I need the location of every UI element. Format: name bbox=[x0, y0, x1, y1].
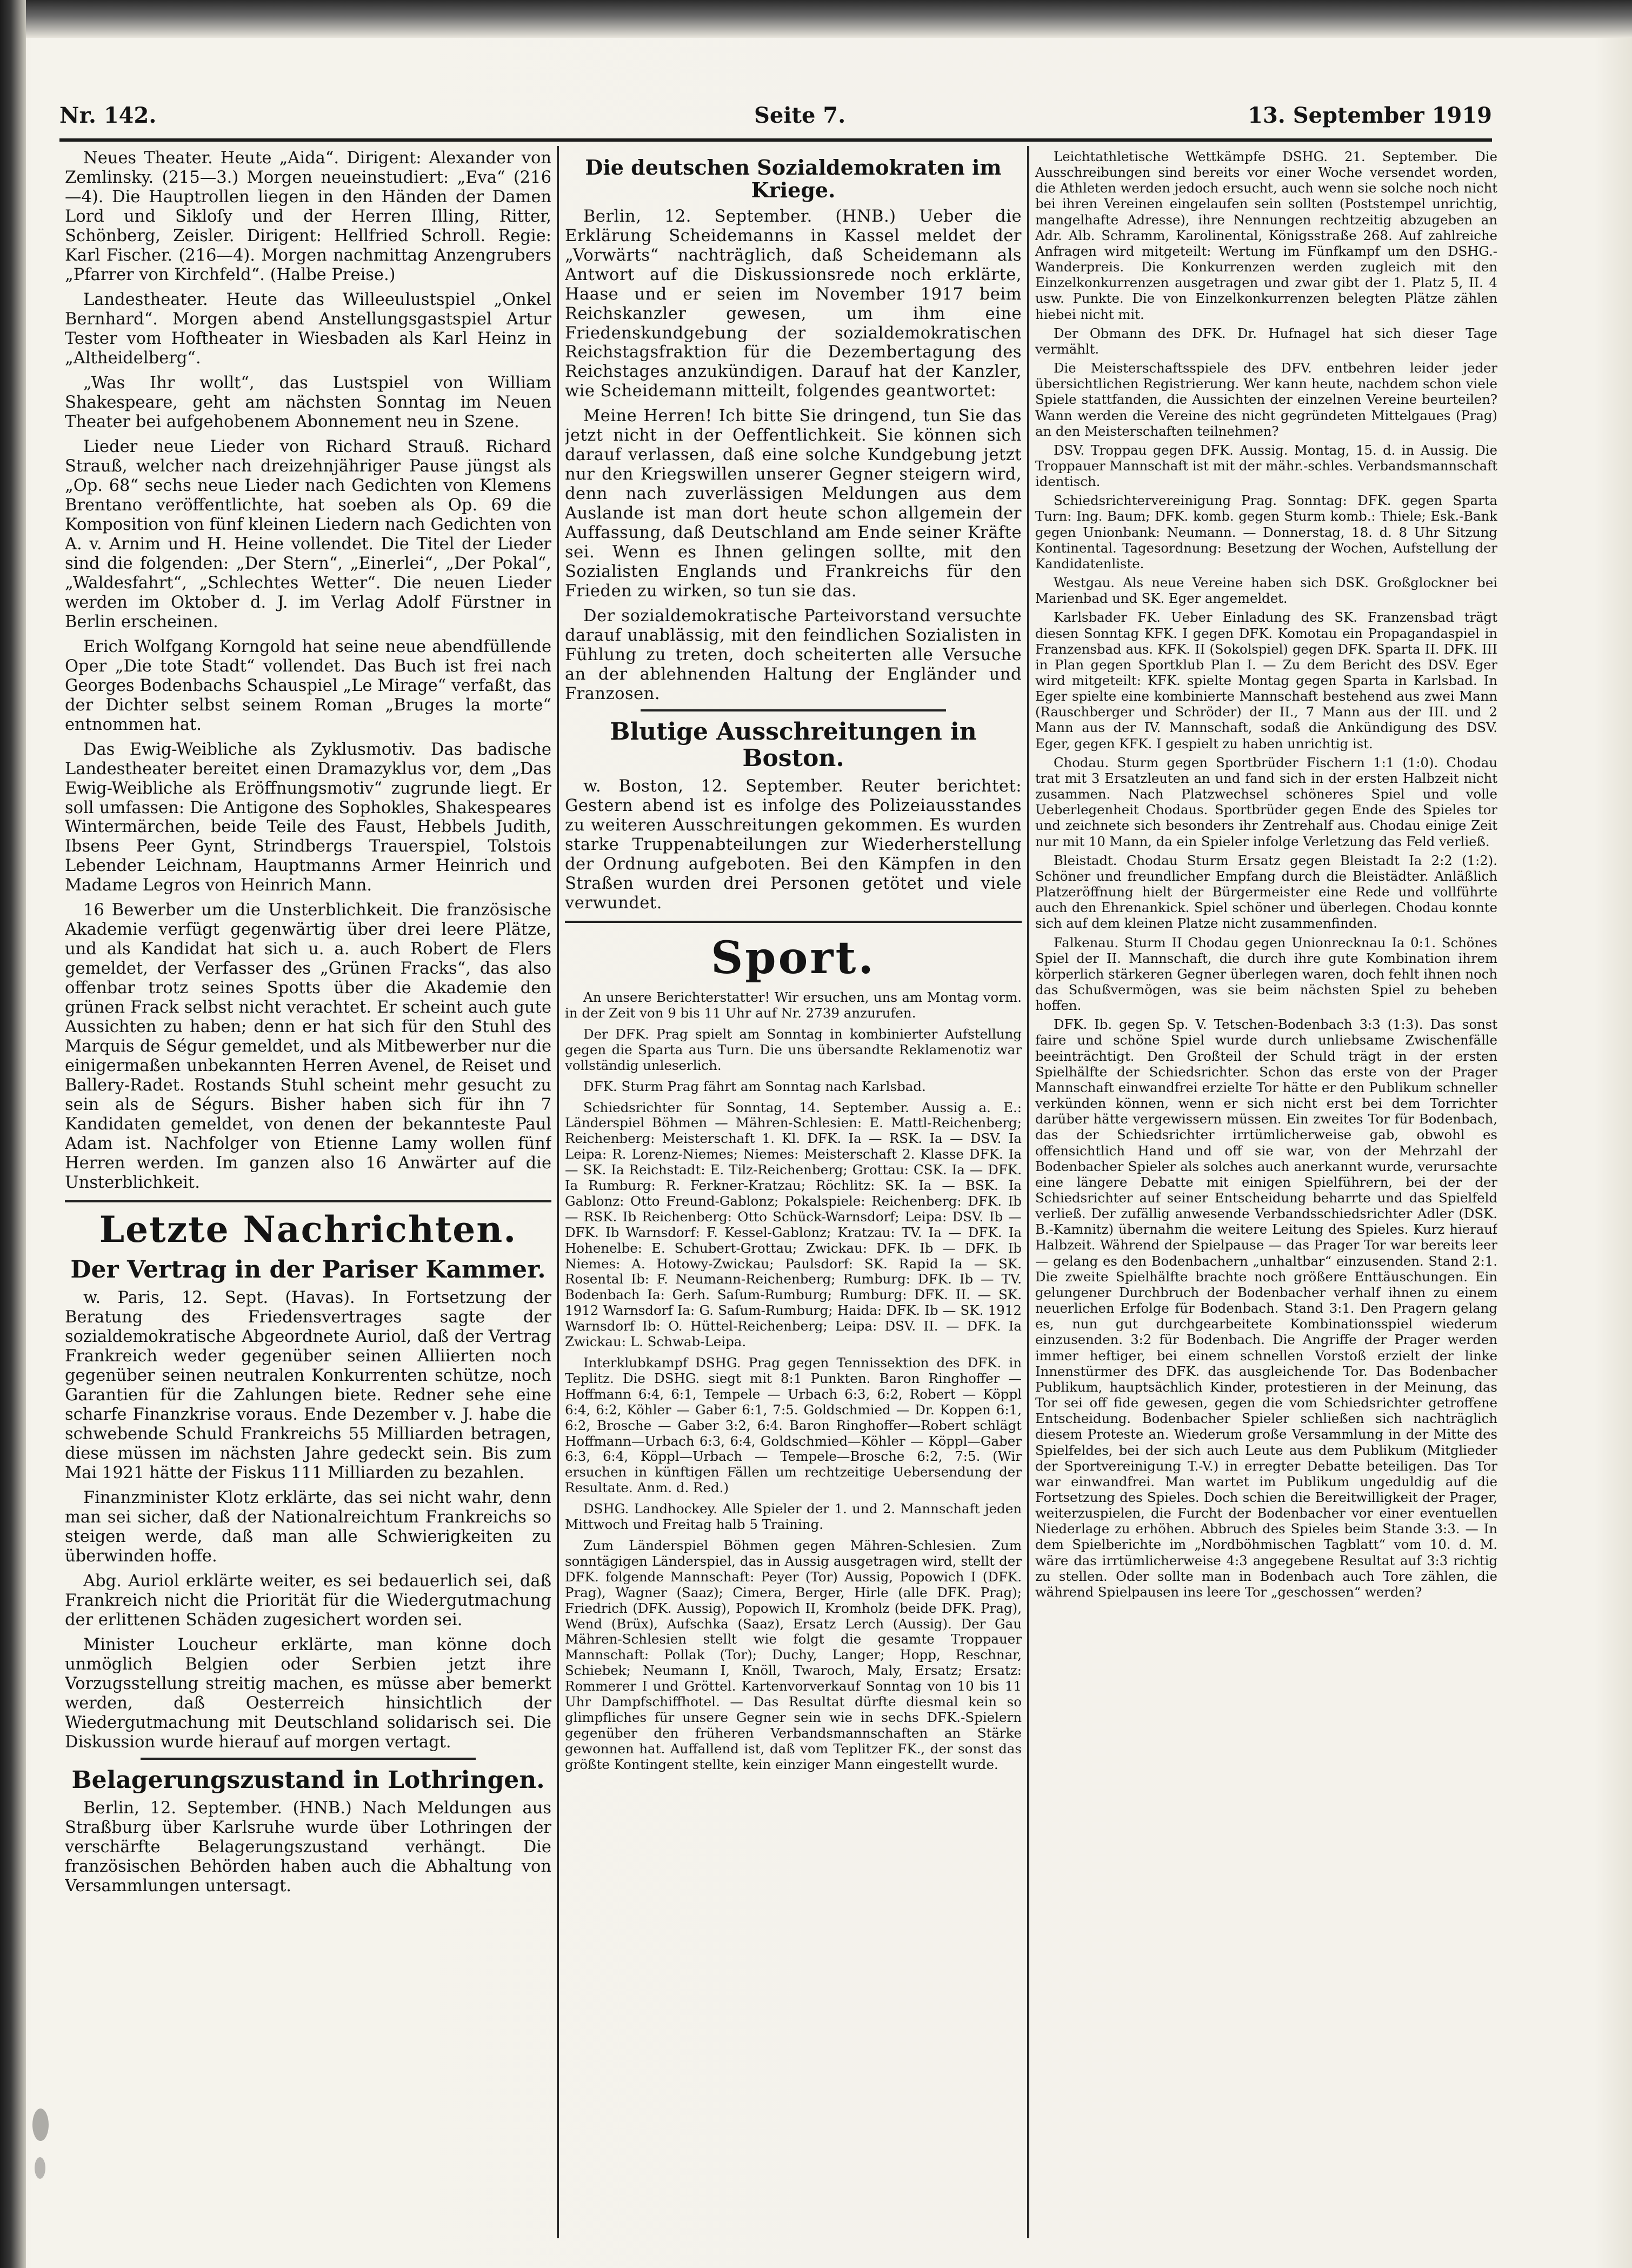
article-divider bbox=[141, 1758, 476, 1760]
article-lothringen: Berlin, 12. September. (HNB.) Nach Meldungen aus Straßburg über Karlsruhe wurde über Lothringen der verschärfte Belagerungszustand verhängt. Die französischen Behörden haben auch die Abhaltung von Versammlungen untersagt. bbox=[65, 1799, 551, 1896]
column-right bbox=[1035, 149, 1497, 2236]
article-strauss-lieder: Lieder neue Lieder von Richard Strauß. Richard Strauß, welcher nach dreizehnjähriger Pause jüngst als „Op. 68“ sechs neue Lieder nach Gedichten von Klemens Brentano veröffentlichte, hat soeben als Op. 69 die Komposition von fünf kleinen Liedern nach Gedichten von A. v. Arnim und H. Heine vollendet. Die Titel der Lieder sind die folgenden: „Der Stern“, „Einerlei“, „Der Pokal“, „Waldesfahrt“, „Schlechtes Wetter“. Die neuen Lieder werden im Oktober d. J. im Verlag Adolf Fürstner in Berlin erscheinen. bbox=[65, 437, 551, 631]
notice-westgau: Westgau. Als neue Vereine haben sich DSK. Großglockner bei Marienbad und SK. Eger angemeldet. bbox=[1035, 575, 1497, 607]
article-loucheur: Minister Loucheur erklärte, man könne doch unmöglich Belgien oder Serbien jetzt ihre Vorzugsstellung streitig machen, es müsse aber bemerkt werden, daß Oesterreich hinsichtlich der Wiedergutmachung mit Deutschland solidarisch sei. Die Diskussion wurde hierauf auf morgen vertagt. bbox=[65, 1635, 551, 1752]
scan-mark bbox=[35, 2157, 45, 2179]
issue-date: 13. September 1919 bbox=[1248, 103, 1492, 128]
column-middle bbox=[565, 149, 1022, 2236]
headline-sport: Sport. bbox=[711, 932, 876, 984]
report-dfk-bodenbach: DFK. Ib. gegen Sp. V. Tetschen-Bodenbach 3:3 (1:3). Das sonst faire und schöne Spiel wurde durch unliebsame Zwischenfälle beeinträchtigt. Den Großteil der Schuld trägt in der ersten Spielhälfte der Schiedsrichter. Schon das erste von der Prager Mannschaft einwandfrei erzielte Tor hätte er den Publikum schneller verkünden können, wenn er sich nicht erst bei dem Torrichter darüber hätte vergewissern müssen. Ein zweites Tor für Bodenbach, das der Schiedsrichter irrtümlicherweise gab, obwohl es offensichtlich Hand und off sie war, von der Mehrzahl der Bodenbacher Spieler als solches auch anerkannt wurde, verursachte eine längere Debatte mit einigen Spielführern, bei der der Schiedsrichter auf seiner Entscheidung beharrte und das Spielfeld verließ. Der zufällig anwesende Verbandsschiedsrichter Adler (DSK. B.-Kamnitz) übernahm die weitere Leitung des Spieles. Kurz hierauf Halbzeit. Während der Spielpause — das Prager Tor war bereits leer — gelang es den Bodenbachern „unhaltbar“ einzusenden. Stand 2:1. Die zweite Spielhälfte brachte noch größere Enttäuschungen. Ein gelungener Durchbruch der Bodenbacher verhalf ihnen zu einem neuerlichen Erfolge für Bodenbach. Stand 3:1. Den Pragern gelang es, nun gut durchgearbeitete Kombinationsspiel wiederum einzusenden. 3:2 für Bodenbach. Die Angriffe der Prager werden immer heftiger, bei einem schnellen Vorstoß erzielt der linke Innenstürmer des DFK. das ausgleichende Tor. Das Bodenbacher Publikum, hauptsächlich Kinder, protestieren in der Meinung, das Tor sei off fide gewesen, gegen die vom Schiedsrichter getroffene Entscheidung. Bodenbacher Spieler schließen sich nachträglich diesem Proteste an. Wiederum große Versammlung in der Mitte des Spielfeldes, bei der sich auch Leute aus dem Publikum (Mitglieder der Sportvereinigung T.-V.) in erregter Debatte beteiligen. Das Tor war einwandfrei. Man wartet im Publikum ungeduldig auf die Fortsetzung des Spieles. Doch schien die Bereitwilligkeit der Prager, weiterzuspielen, die Furcht der Bodenbacher vor einer eventuellen Niederlage zu erhöhen. Abbruch des Spieles beim Stande 3:3. — In dem Spielberichte im „Nordböhmischen Tagblatt“ vom 10. d. M. wäre das irrtümlicherweise 4:3 angegebene Resultat auf 3:3 richtig zu stellen. Oder sollte man in Bodenbach auch Tore zählen, die während Spielpausen ins leere Tor „geschossen“ werden? bbox=[1035, 1016, 1497, 1600]
article-neues-theater: Neues Theater. Heute „Aida“. Dirigent: Alexander von Zemlinsky. (215—3.) Morgen neueinstudiert: „Eva“ (216—4). Die Hauptrollen liegen in den Händen der Damen Lord und Sikloſy und der Herren Illing, Ritter, Schönberg, Zeisler. Dirigent: Hellfried Schroll. Regie: Karl Fischer. (216—4). Morgen nachmittag Anzengrubers „Pfarrer von Kirchfeld“. (Halbe Preise.) bbox=[65, 149, 551, 284]
article-korngold: Erich Wolfgang Korngold hat seine neue abendfüllende Oper „Die tote Stadt“ vollendet. Das Buch ist frei nach Georges Bodenbachs Schauspiel „Le Mirage“ verfaßt, das der Dichter selbst seinem Roman „Bruges la morte“ entnommen hat. bbox=[65, 637, 551, 734]
article-leichtathletik: Leichtathletische Wettkämpfe DSHG. 21. September. Die Ausschreibungen sind bereits vor einer Woche versendet worden, die Athleten werden jedoch ersucht, auch wenn sie solche noch nicht bei ihren Vereinen eingelaufen sein sollten (Poststempel unrichtig, mangelhafte Adresse), ihre Nennungen rechtzeitig abzugeben an Adr. Alb. Schramm, Karolinental, Königsstraße 268. Auf zahlreiche Anfragen wird mitgeteilt: Wertung im Fünfkampf um den DSHG.-Wanderpreis. Die Konkurrenzen werden zugleich mit den Einzelkonkurrenzen ausgetragen und zwar gibt der 1. Platz 5, II. 4 usw. Punkte. Die von Einzelkonkurrenzen belegten Plätze zählen hiebei nicht mit. bbox=[1035, 149, 1497, 322]
article-laenderspiel: Zum Länderspiel Böhmen gegen Mähren-Schlesien. Zum sonntägigen Länderspiel, das in Aussig ausgetragen wird, stellt der DFK. folgende Mannschaft: Peyer (Tor) Aussig, Popowich I (DFK. Prag), Wagner (Saaz); Cimera, Berger, Hirle (alle DFK. Prag); Friedrich (DFK. Aussig), Popowich II, Kromholz (beide DFK. Prag), Wend (Brüx), Aufschka (Saaz), Ersatz Lerch (Aussig). Der Gau Mähren-Schlesien stellt wie folgt die gesamte Troppauer Mannschaft: Pollak (Tor); Duchy, Langer; Hopp, Reschnar, Schiebek; Neumann I, Knöll, Twaroch, Maly, Ersatz; Ersatz: Rommerer I und Gröttel. Kartenvorverkauf Sonntag von 10 bis 11 Uhr Dampfschiffhotel. — Das Resultat dürfte diesmal kein so glimpfliches für unsere Gegner sein wie in sechs DFK.-Spielern gegenüber den früheren Verbandsmannschaften an Stärke gewonnen hat. Auffallend ist, daß vom Teplitzer FK., der sonst das größte Kontingent stellte, kein einziger Mann eingestellt wurde. bbox=[565, 1537, 1022, 1772]
headline-belagerungszustand: Belagerungszustand in Lothringen. bbox=[71, 1766, 545, 1794]
report-bleistadt: Bleistadt. Chodau Sturm Ersatz gegen Bleistadt Ia 2:2 (1:2). Schöner und freundlicher Empfang durch die Bleistädter. Anläßlich Platzeröffnung hielt der Bürgermeister eine Rede und vollführte auch den Ehrenankick. Spiel schöner und überlegen. Chodau konnte sich auf dem kleinen Platze nicht zusammenfinden. bbox=[1035, 852, 1497, 932]
scan-top-edge bbox=[0, 0, 1632, 38]
notice-schiedsrichtervereinigung: Schiedsrichtervereinigung Prag. Sonntag: DFK. gegen Sparta Turn: Ing. Baum; DFK. komb. gegen Sturm komb.: Thiele; Esk.-Bank gegen Unionbank: Neumann. — Donnerstag, 18. d. 8 Uhr Sitzung Kontinental. Tagesordnung: Besetzung der Wochen, Aufstellung der Kandidatenliste. bbox=[1035, 493, 1497, 571]
notice-berichterstatter: An unsere Berichterstatter! Wir ersuchen, uns am Montag vorm. in der Zeit von 9 bis 11 Uhr auf Nr. 2739 anzurufen. bbox=[565, 989, 1022, 1021]
section-divider bbox=[65, 1200, 551, 1202]
headline-letzte-nachrichten: Letzte Nachrichten. bbox=[99, 1208, 517, 1251]
notice-troppau-aussig: DSV. Troppau gegen DFK. Aussig. Montag, 15. d. in Aussig. Die Troppauer Mannschaft ist mit der mähr.-schles. Verbandsmannschaft identisch. bbox=[1035, 442, 1497, 490]
article-parteivorstand: Der sozialdemokratische Parteivorstand versuchte darauf unablässig, mit den feindlichen Sozialisten in Fühlung zu treten, doch scheiterten alle Versuche an der ablehnenden Haltung der Engländer und Franzosen. bbox=[565, 607, 1022, 704]
page-number: Seite 7. bbox=[754, 103, 846, 128]
article-kanzler-zitat: Meine Herren! Ich bitte Sie dringend, tun Sie das jetzt nicht in der Oeffentlichkeit. Sie können sich darauf verlassen, daß eine solche Kundgebung jetzt nur den Kriegswillen unserer Gegner steigern wird, denn nach zuverlässigen Meldungen aus dem Auslande ist man dort heute schon allgemein der Auffassung, daß Deutschland am Ende seiner Kräfte sei. Wenn es Ihnen gelingen sollte, mit den Sozialisten Englands und Frankreichs für den Frieden zu wirken, so tun sie das. bbox=[565, 407, 1022, 601]
headline-sozialdemokraten: Die deutschen Sozialdemokraten im Kriege. bbox=[585, 155, 1002, 202]
article-unsterblichkeit: 16 Bewerber um die Unsterblichkeit. Die französische Akademie verfügt gegenwärtig über drei leere Plätze, und als Kandidat hat sich u. a. auch Robert de Flers gemeldet, der Verfasser des „Grünen Fracks“, das also offenbar trotz seines Spotts über die Akademie den grünen Frack selbst nicht verachtet. Er scheint auch gute Aussichten zu haben; denn er hat sich für den Stuhl des Marquis de Ségur gemeldet, und als Mitbewerber nur die einigermaßen unbekannten Herren Avenel, de Reiset und Ballery-Radet. Rostands Stuhl scheint mehr gesucht zu sein als de Ségurs. Bisher haben sich für ihn 7 Kandidaten gemeldet, von denen der bekannteste Paul Adam ist. Nachfolger von Etienne Lamy wollen fünf Herren werden. Im ganzen also 16 Anwärter auf die Unsterblichkeit. bbox=[65, 901, 551, 1193]
article-landestheater: Landestheater. Heute das Willeeulustspiel „Onkel Bernhard“. Morgen abend Anstellungsgastspiel Artur Tester vom Hoftheater in Wiesbaden als Karl Heinz in „Altheidelberg“. bbox=[65, 290, 551, 368]
article-ewig-weibliche: Das Ewig-Weibliche als Zyklusmotiv. Das badische Landestheater bereitet einen Dramazyklus vor, dem „Das Ewig-Weibliche als Eröffnungsmotiv“ zugrunde liegt. Er soll umfassen: Die Antigone des Sophokles, Shakespeares Wintermärchen, beide Teile des Faust, Hebbels Judith, Ibsens Peer Gynt, Strindbergs Trauerspiel, Tolstois Lebender Leichnam, Hauptmanns Armer Heinrich und Madame Legros von Heinrich Mann. bbox=[65, 740, 551, 895]
notice-dfk-prag: Der DFK. Prag spielt am Sonntag in kombinierter Aufstellung gegen die Sparta aus Turn. Die uns übersandte Reklamenotiz war vollständig unleserlich. bbox=[565, 1026, 1022, 1073]
notice-sturm-prag: DFK. Sturm Prag fährt am Sonntag nach Karlsbad. bbox=[583, 1078, 926, 1094]
article-paris-kammer: w. Paris, 12. Sept. (Havas). In Fortsetzung der Beratung des Friedensvertrages sagte der sozialdemokratische Abgeordnete Auriol, daß der Vertrag Frankreich weder gegenüber seinen Alliierten noch gegenüber seinen neutralen Konkurrenten schütze, noch Garantien für die Zahlungen biete. Redner sehe eine scharfe Finanzkrise voraus. Ende Dezember v. J. habe die schwebende Schuld Frankreichs 55 Milliarden betragen, diese müssen im nächsten Jahre gedeckt sein. Bis zum Mai 1921 hätte der Fiskus 111 Milliarden zu bezahlen. bbox=[65, 1288, 551, 1483]
article-meisterschaftsspiele: Die Meisterschaftsspiele des DFV. entbehren leider jeder übersichtlichen Registrierung. Wer kann heute, nachdem schon viele Spiele stattfanden, die Aussichten der einzelnen Vereine beurteilen? Wann werden die Vereine des nicht gegründeten Mittelgaues (Prag) an den Meisterschaften teilnehmen? bbox=[1035, 360, 1497, 439]
running-header bbox=[59, 103, 1492, 141]
headline-vertrag: Der Vertrag in der Pariser Kammer. bbox=[70, 1255, 546, 1283]
issue-number: Nr. 142. bbox=[59, 103, 157, 128]
article-boston: w. Boston, 12. September. Reuter berichtet: Gestern abend ist es infolge des Polizeiausstandes zu weiteren Ausschreitungen gekommen. Es wurden starke Truppenabteilungen zur Wiederherstellung der Ordnung aufgeboten. Bei den Kämpfen in den Straßen wurden drei Personen getötet und viele verwundet. bbox=[565, 776, 1022, 913]
report-chodau: Chodau. Sturm gegen Sportbrüder Fischern 1:1 (1:0). Chodau trat mit 3 Ersatzleuten an und fand sich in der ersten Halbzeit nicht zusammen. Nach Platzwechsel schöneres Spiel und volle Ueberlegenheit Chodaus. Sportbrüder gegen Ende des Spieles tor und zeichnete sich besonders ihr Zentrehalf aus. Chodau einige Zeit nur mit 10 Mann, da ein Spieler infolge Verletzung das Feld verließ. bbox=[1035, 754, 1497, 849]
column-rule-2 bbox=[1027, 146, 1029, 2238]
article-scheidemann: Berlin, 12. September. (HNB.) Ueber die Erklärung Scheidemanns in Kassel meldet der „Vorwärts“ nachträglich, daß Scheidemann als Antwort auf die Diskussionsrede noch erklärte, Haase und er seien im November 1917 beim Reichskanzler gewesen, um ihm eine Friedenskundgebung der sozialdemokratischen Reichstagsfraktion für die Dezembertagung des Reichstages anzukündigen. Darauf hat der Kanzler, wie Scheidemann mitteilt, folgendes geantwortet: bbox=[565, 207, 1022, 401]
header-rule bbox=[59, 138, 1492, 142]
scan-mark bbox=[32, 2109, 49, 2141]
article-interklubkampf: Interklubkampf DSHG. Prag gegen Tennissektion des DFK. in Teplitz. Die DSHG. siegt mit 8:1 Punkten. Baron Ringhoffer — Hoffmann 6:4, 6:1, Tempele — Urbach 6:3, 6:2, Robert — Köppl 6:4, 6:2, Köhler — Gaber 6:1, 7:5. Goldschmied — Dr. Koppen 6:1, 6:2, Brosche — Gaber 3:2, 6:4. Baron Ringhoffer—Robert schlägt Hoffmann—Urbach 6:3, 6:4, Goldschmied—Köhler — Köppl—Gaber 6:3, 6:4, Köppl—Urbach — Tempele—Brosche 6:2, 7:5. (Wir ersuchen in künftigen Fällen um rechtzeitige Uebersendung der Resultate. Anm. d. Red.) bbox=[565, 1355, 1022, 1496]
scan-binding-edge bbox=[0, 0, 26, 2268]
article-karlsbader-fk: Karlsbader FK. Ueber Einladung des SK. Franzensbad trägt diesen Sonntag KFK. I gegen DFK. Komotau ein Propagandaspiel in Franzensbad aus. KFK. II (Sokolspiel) gegen DFK. Sparta II. DFK. III in Plan gegen Sportklub Plan I. — Zu dem Bericht des DSV. Eger wird mitgeteilt: KFK. spielte Montag gegen Sparta in Karlsbad. In Eger spielte eine kombinierte Mannschaft bestehend aus zwei Mann (Rauschberger und Schröder) der II., 7 Mann aus der III. und 2 Mann aus der IV. Mannschaft, sodaß die Ankündigung des DSV. Eger, gegen KFK. I gespielt zu haben unrichtig ist. bbox=[1035, 609, 1497, 751]
article-divider bbox=[641, 709, 946, 711]
article-auriol: Abg. Auriol erklärte weiter, es sei bedauerlich sei, daß Frankreich nicht die Priorität für die Wiedergutmachung der erlittenen Schäden zugesichert worden sei. bbox=[65, 1571, 551, 1629]
section-divider bbox=[565, 921, 1022, 923]
column-rule-1 bbox=[557, 146, 559, 2238]
report-falkenau: Falkenau. Sturm II Chodau gegen Unionrecknau Ia 0:1. Schönes Spiel der II. Mannschaft, die durch ihre gute Kombination ihrem körperlich stärkeren Gegner überlegen waren, doch fehlt ihnen noch das Schußvermögen, was sie beim nächsten Spiel zu beheben hoffen. bbox=[1035, 934, 1497, 1014]
column-left bbox=[65, 149, 551, 2236]
article-was-ihr-wollt: „Was Ihr wollt“, das Lustspiel von William Shakespeare, geht am nächsten Sonntag im Neuen Theater bei aufgehobenem Abonnement neu in Szene. bbox=[65, 373, 551, 431]
list-schiedsrichter: Schiedsrichter für Sonntag, 14. September. Aussig a. E.: Länderspiel Böhmen — Mähren-Schlesien: E. Mattl-Reichenberg; Reichenberg: Meisterschaft 1. Kl. DFK. Ia — RSK. Ia — DSV. Ia Leipa: R. Lorenz-Niemes; Niemes: Meisterschaft 2. Klasse DFK. Ia — SK. Ia Reichstadt: E. Tilz-Reichenberg; Grottau: CSK. Ia — DFK. Ia Rumburg: R. Ferkner-Kratzau; Röchlitz: SK. Ia — BSK. Ia Gablonz: Otto Freund-Gablonz; Pokalspiele: Reichenberg: DFK. Ib — RSK. Ib Reichenberg: Otto Schück-Warnsdorf; Leipa: DSV. Ib — DFK. Ib Warnsdorf: F. Kessel-Gablonz; Kratzau: TV. Ia — DFK. Ia Hohenelbe: E. Schubert-Grottau; Zwickau: DFK. Ib — DFK. Ib Niemes: A. Hotowy-Zwickau; Paulsdorf: SK. Rapid Ia — SK. Rosental Ib: F. Neumann-Reichenberg; Rumburg: DFK. Ib — TV. Bodenbach Ia: Gerh. Saſum-Rumburg; Rumburg: DFK. II. — SK. 1912 Warnsdorf Ia: G. Saſum-Rumburg; Haida: DFK. Ib — SK. 1912 Warnsdorf Ib: O. Hüttel-Reichenberg; Leipa: DSV. II. — DFK. Ia Zwickau: L. Schwab-Leipa. bbox=[565, 1099, 1022, 1350]
article-klotz: Finanzminister Klotz erklärte, das sei nicht wahr, denn man sei sicher, daß der Nationalreichtum Frankreichs so steigen werde, daß man alle Schwierigkeiten zu überwinden hoffe. bbox=[65, 1488, 551, 1566]
notice-landhockey: DSHG. Landhockey. Alle Spieler der 1. und 2. Mannschaft jeden Mittwoch und Freitag halb 5 Training. bbox=[565, 1501, 1022, 1533]
headline-boston: Blutige Ausschreitungen in Boston. bbox=[610, 718, 977, 772]
notice-hufnagel: Der Obmann des DFK. Dr. Hufnagel hat sich dieser Tage vermählt. bbox=[1035, 325, 1497, 357]
